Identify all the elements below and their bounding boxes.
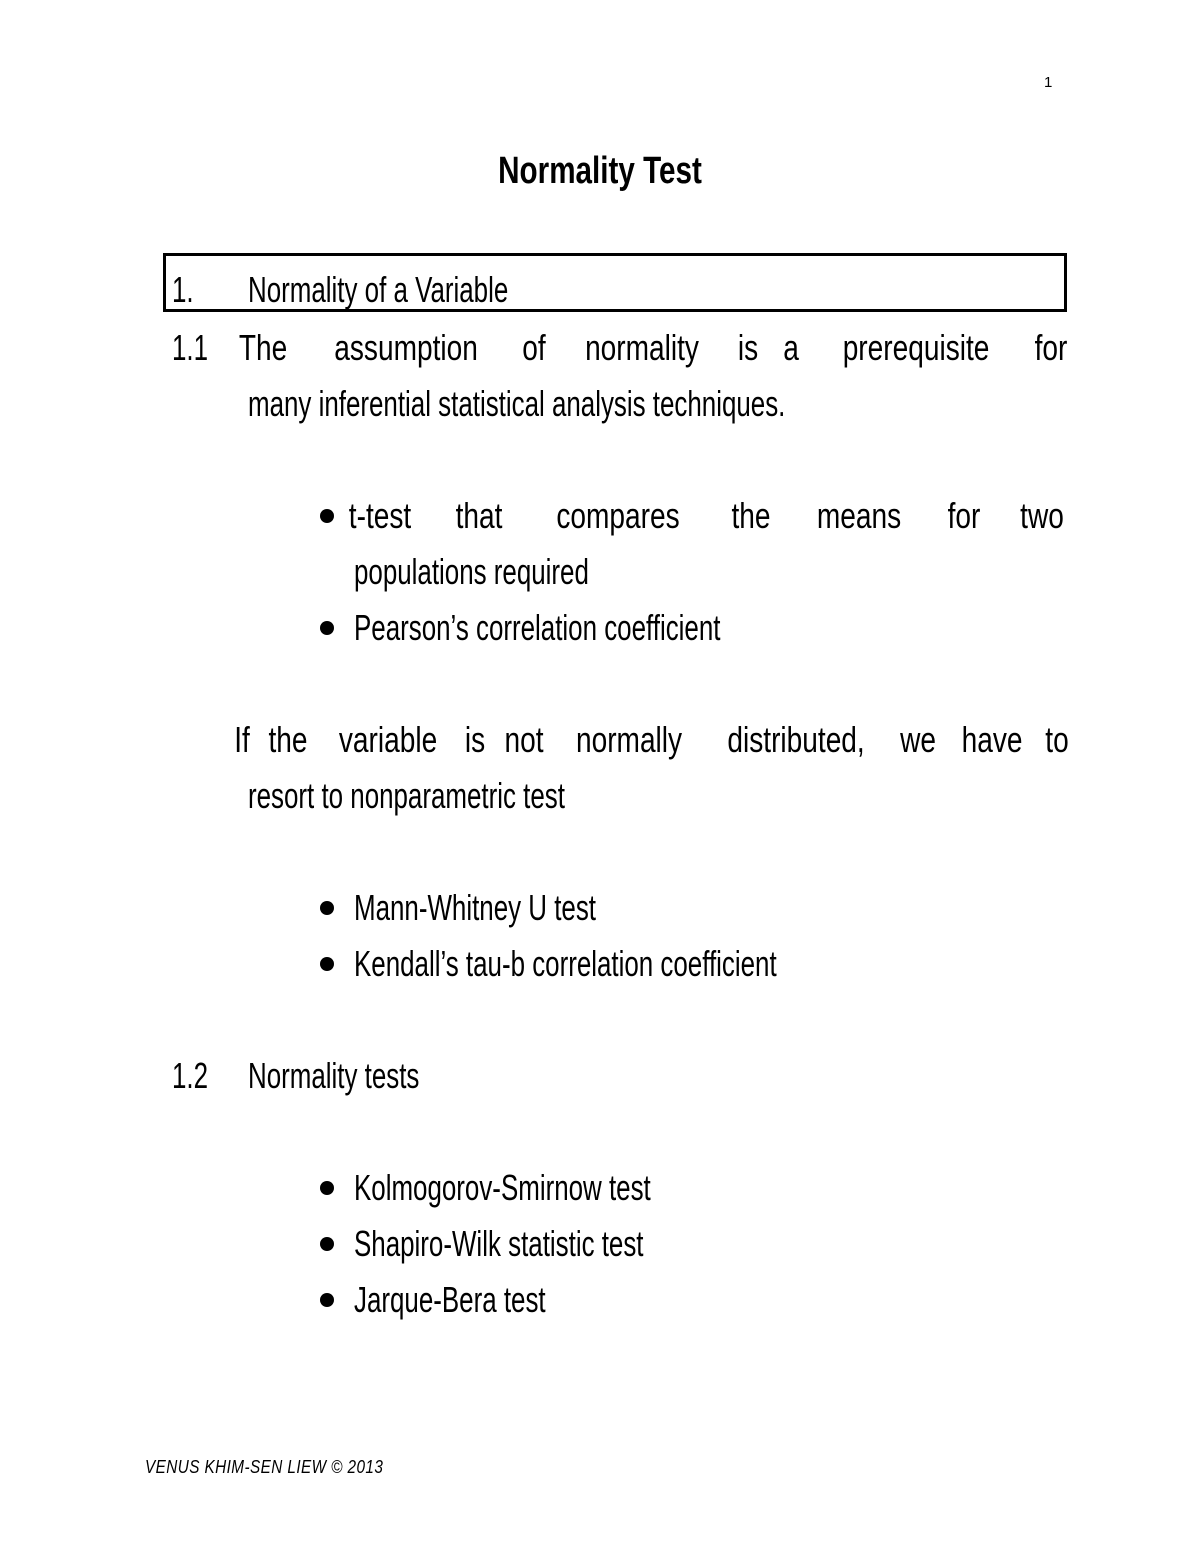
item-1-1-line-2: many inferential statistical analysis techniques. bbox=[248, 383, 786, 424]
bullet-dot bbox=[320, 509, 334, 523]
bullet-dot bbox=[320, 621, 334, 635]
word: If bbox=[234, 719, 250, 760]
bullet-a2: Pearson’s correlation coefficient bbox=[354, 607, 721, 648]
word: have bbox=[961, 719, 1022, 760]
bullet-c3: Jarque-Bera test bbox=[354, 1279, 546, 1320]
paragraph-line-2: resort to nonparametric test bbox=[248, 775, 565, 816]
word: to bbox=[1045, 719, 1069, 760]
word: for bbox=[947, 495, 981, 536]
page-title: Normality Test bbox=[498, 150, 702, 192]
word: the bbox=[268, 719, 308, 760]
bullet-c2: Shapiro-Wilk statistic test bbox=[354, 1223, 644, 1264]
item-1-2-heading: Normality tests bbox=[248, 1055, 420, 1096]
word: is bbox=[464, 719, 486, 760]
word: means bbox=[817, 495, 902, 536]
word: normality bbox=[584, 327, 699, 368]
word: we bbox=[900, 719, 937, 760]
word: that bbox=[455, 495, 503, 536]
bullet-a1-line-1 bbox=[340, 494, 1070, 538]
word: not bbox=[504, 719, 544, 760]
word: for bbox=[1034, 327, 1068, 368]
bullet-dot bbox=[320, 957, 334, 971]
section-heading: Normality of a Variable bbox=[248, 269, 509, 310]
word: t-test bbox=[348, 495, 412, 536]
item-1-1-line-1 bbox=[232, 326, 1072, 370]
word: normally bbox=[575, 719, 682, 760]
bullet-c1: Kolmogorov-Smirnow test bbox=[354, 1167, 651, 1208]
bullet-dot bbox=[320, 1181, 334, 1195]
bullet-dot bbox=[320, 1293, 334, 1307]
bullet-a1-line-2: populations required bbox=[354, 551, 589, 592]
word: variable bbox=[338, 719, 437, 760]
word: two bbox=[1020, 495, 1064, 536]
word: the bbox=[731, 495, 771, 536]
footer-author: VENUS KHIM-SEN LIEW © 2013 bbox=[145, 1457, 384, 1477]
bullet-b2: Kendall’s tau-b correlation coefficient bbox=[354, 943, 777, 984]
bullet-dot bbox=[320, 901, 334, 915]
word: prerequisite bbox=[842, 327, 989, 368]
word: is bbox=[737, 327, 759, 368]
word: distributed, bbox=[727, 719, 865, 760]
bullet-dot bbox=[320, 1237, 334, 1251]
item-number-1-1: 1.1 bbox=[172, 327, 209, 368]
item-number-1-2: 1.2 bbox=[172, 1055, 209, 1096]
word: compares bbox=[556, 495, 680, 536]
word: a bbox=[783, 327, 800, 368]
paragraph-line-1 bbox=[232, 718, 1072, 762]
section-number: 1. bbox=[172, 269, 194, 310]
word: The bbox=[238, 327, 288, 368]
word: of bbox=[521, 327, 546, 368]
bullet-b1: Mann-Whitney U test bbox=[354, 887, 597, 928]
page-number: 1 bbox=[1044, 74, 1053, 91]
word: assumption bbox=[334, 327, 479, 368]
